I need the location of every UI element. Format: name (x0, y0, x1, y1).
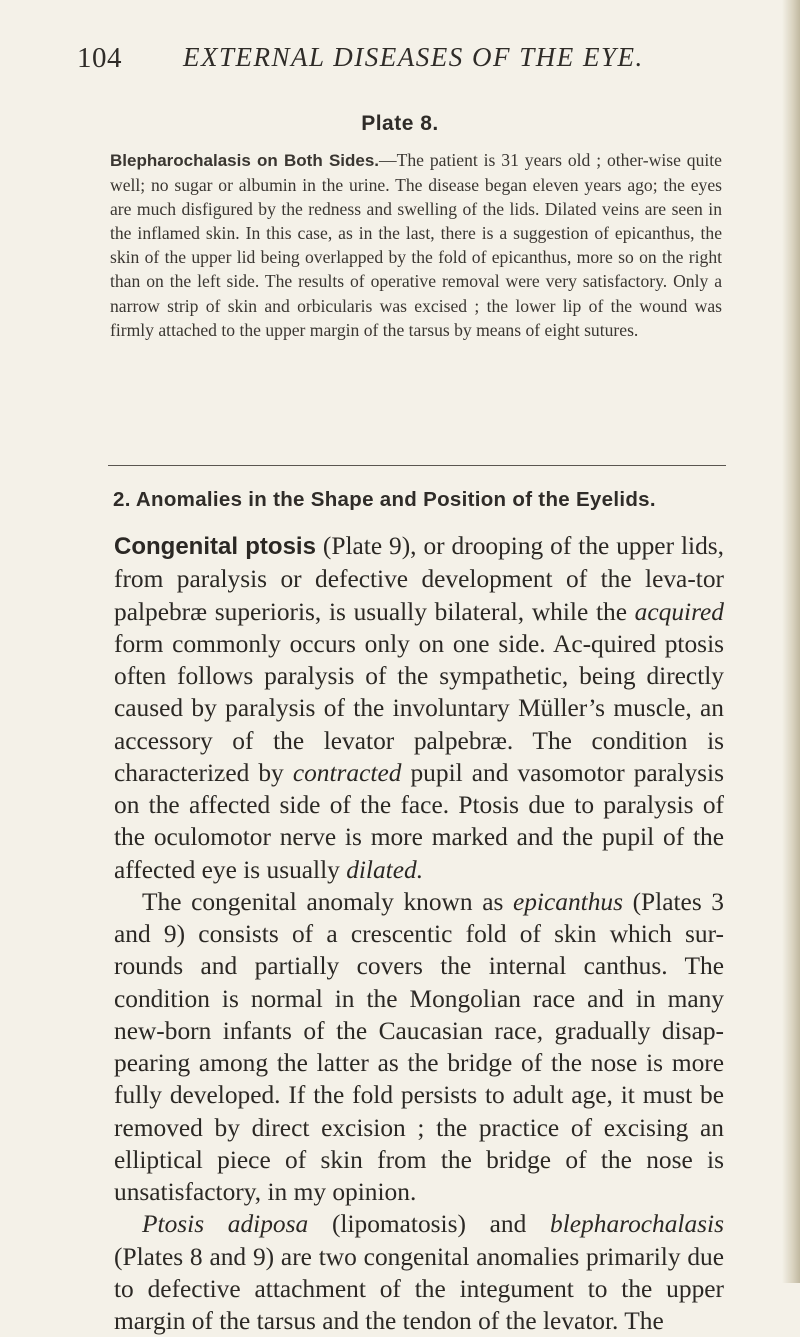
paragraph-ptosis-adiposa (114, 1208, 724, 1337)
page-number: 104 (77, 42, 122, 74)
emphasis-text: epicanthus (512, 887, 623, 916)
section-divider (108, 465, 726, 466)
page-edge-shadow (782, 0, 800, 1283)
paragraph-lead: Congenital ptosis (114, 533, 316, 560)
emphasis-text: Ptosis adiposa (142, 1210, 309, 1239)
paragraph-text: form commonly occurs only on one side. Ac-quired ptosis often follows paralysis of the sympathetic, being directly caused by paralysis of the involuntary Müller’s muscle, an accessory of the levator palpebræ. The condition is characterized by (114, 629, 724, 787)
paragraph-text: (Plates 3 and 9) consists of a crescentic fold of skin which sur-rounds and partially covers the internal canthus. The condition is normal in the Mongolian race and in many new-born infants of the Caucasian race, gradually disap-pearing among the latter as the bridge of the nose is more fully developed. If the fold persists to adult age, it must be removed by direct excision ; the practice of excising an elliptical piece of skin from the bridge of the nose is unsatisfactory, in my opinion. (114, 887, 724, 1206)
section-heading: 2. Anomalies in the Shape and Position of the Eyelids. (113, 488, 656, 511)
body-text (114, 530, 724, 1337)
running-head: EXTERNAL DISEASES OF THE EYE. (183, 42, 644, 72)
emphasis-text: contracted (292, 758, 402, 787)
page-header (0, 42, 800, 82)
plate-caption (110, 148, 722, 342)
paragraph-epicanthus (114, 886, 724, 1209)
paragraph-text: (Plates 8 and 9) are two congenital anomalies primarily due to defective attachment of the integument to the upper margin of the tarsus and the tendon of the levator. The (114, 1242, 724, 1335)
paragraph-text: The congenital anomaly known as (142, 887, 513, 916)
plate-heading: Plate 8. (361, 112, 439, 135)
caption-lead: Blepharochalasis on Both Sides. (110, 151, 380, 170)
emphasis-text: acquired (634, 597, 724, 626)
paragraph-text: (Plate 9), or drooping of the upper lids, from paralysis or defective development of the leva-tor palpebræ superioris, is usually bilateral, while the (114, 532, 724, 626)
emphasis-text: blepharochalasis (550, 1210, 724, 1239)
emphasis-text: dilated. (346, 855, 424, 884)
paragraph-congenital-ptosis (114, 530, 724, 886)
paragraph-text: (lipomatosis) and (308, 1210, 551, 1239)
paragraph-text: pupil and vasomotor paralysis on the affected side of the face. Ptosis due to paralysis of the oculomotor nerve is more marked and the pupil of the affected eye is usually (114, 758, 724, 884)
caption-text: —The patient is 31 years old ; other-wise quite well; no sugar or albumin in the urine. The disease began eleven years ago; the eyes are much disfigured by the redness and swelling of the lids. Dilated veins are seen in the inflamed skin. In this case, as in the last, there is a suggestion of epicanthus, the skin of the upper lid being overlapped by the fold of epicanthus, more so on the right than on the left side. The results of operative removal were very satisfactory. Only a narrow strip of skin and orbicularis was excised ; the lower lip of the wound was firmly attached to the upper margin of the tarsus by means of eight sutures. (110, 150, 722, 340)
